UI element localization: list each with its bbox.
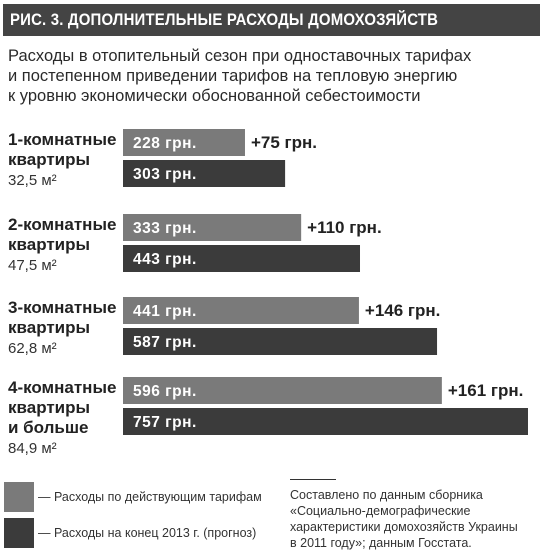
category-area-label: 62,8 м² — [8, 340, 57, 357]
subtitle-line: Расходы в отопительный сезон при одноставочных тарифах — [8, 47, 472, 65]
bar-value-label: 333 грн. — [133, 220, 197, 237]
bar-value-label: 441 грн. — [133, 303, 197, 320]
bar-value-label: 443 грн. — [133, 251, 197, 268]
legend-label-forecast: — Расходы на конец 2013 г. (прогноз) — [38, 526, 257, 540]
bar-value-label: 587 грн. — [133, 334, 197, 351]
category-label: квартиры — [8, 398, 91, 417]
subtitle-line: к уровню экономически обоснованной себестоимости — [8, 87, 421, 105]
bar-value-label: 303 грн. — [133, 166, 197, 183]
category-label: 1-комнатные — [8, 130, 117, 149]
source-line: характеристики домохозяйств Украины — [290, 520, 518, 534]
source-divider — [290, 479, 336, 480]
category-label: 4-комнатные — [8, 378, 117, 397]
figure-title: РИС. 3. ДОПОЛНИТЕЛЬНЫЕ РАСХОДЫ ДОМОХОЗЯЙСТВ — [10, 10, 439, 29]
category-area-label: 47,5 м² — [8, 257, 57, 274]
category-label: 3-комнатные — [8, 298, 117, 317]
difference-label: +161 грн. — [447, 381, 524, 400]
source-line: «Социально-демографические — [290, 504, 471, 518]
source-line: в 2011 году»; данным Госстата. — [290, 536, 472, 550]
legend-item-current — [4, 482, 294, 512]
category-label: квартиры — [8, 318, 91, 337]
legend-label-current: — Расходы по действующим тарифам — [38, 490, 262, 504]
subtitle-line: и постепенном приведении тарифов на тепловую энергию — [8, 67, 458, 85]
bar-value-label: 228 грн. — [133, 135, 197, 152]
legend-swatch-forecast — [4, 518, 34, 548]
source-note — [290, 487, 540, 551]
difference-label: +110 грн. — [307, 218, 382, 237]
category-area-label: 32,5 м² — [8, 172, 57, 189]
category-label: 2-комнатные — [8, 215, 117, 234]
legend-item-forecast — [4, 518, 294, 548]
bar-value-label: 596 грн. — [133, 383, 197, 400]
category-label: и больше — [8, 418, 89, 437]
difference-label: +146 грн. — [364, 301, 441, 320]
bar-value-label: 757 грн. — [133, 414, 197, 431]
category-label: квартиры — [8, 150, 91, 169]
category-label: квартиры — [8, 235, 91, 254]
legend-swatch-current — [4, 482, 34, 512]
source-line: Составлено по данным сборника — [290, 488, 483, 502]
category-area-label: 84,9 м² — [8, 440, 57, 457]
difference-label: +75 грн. — [250, 133, 318, 152]
